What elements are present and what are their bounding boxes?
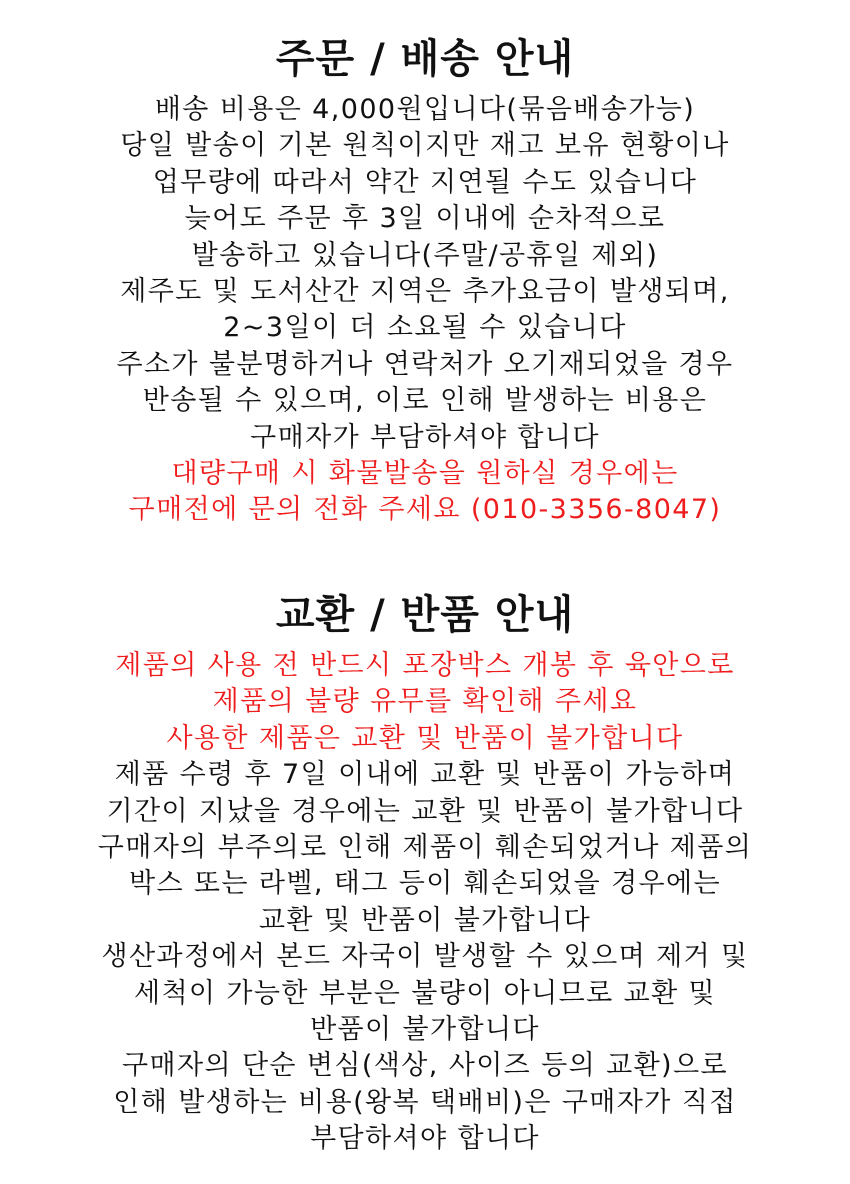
exchange-line: 구매자의 단순 변심(색상, 사이즈 등의 교환)으로 xyxy=(122,1050,728,1082)
order-shipping-lines xyxy=(0,92,850,529)
exchange-return-lines xyxy=(0,648,850,1158)
order-line: 반송될 수 있으며, 이로 인해 발생하는 비용은 xyxy=(142,385,708,417)
exchange-return-section xyxy=(0,590,850,1158)
exchange-line: 생산과정에서 본드 자국이 발생할 수 있으며 제거 및 xyxy=(101,941,749,973)
order-line: 업무량에 따라서 약간 지연될 수도 있습니다 xyxy=(152,166,698,198)
order-line: 당일 발송이 기본 원칙이지만 재고 보유 현황이나 xyxy=(120,130,730,162)
order-highlight-line: 대량구매 시 화물발송을 원하실 경우에는 xyxy=(171,458,679,490)
exchange-line: 반품이 불가합니다 xyxy=(310,1014,540,1046)
order-line: 주소가 불분명하거나 연락처가 오기재되었을 경우 xyxy=(116,348,734,380)
order-line: 배송 비용은 4,000원입니다(묶음배송가능) xyxy=(154,94,696,125)
order-contact-line: 구매전에 문의 전화 주세요 (010-3356-8047) xyxy=(128,494,722,526)
exchange-line: 구매자의 부주의로 인해 제품이 훼손되었거나 제품의 xyxy=(97,832,753,864)
exchange-line: 교환 및 반품이 불가합니다 xyxy=(258,904,592,936)
exchange-line: 인해 발생하는 비용(왕복 택배비)은 구매자가 직접 xyxy=(113,1086,737,1118)
exchange-line: 제품 수령 후 7일 이내에 교환 및 반품이 가능하며 xyxy=(114,759,736,791)
order-line: 구매자가 부담하셔야 합니다 xyxy=(250,421,600,453)
exchange-line: 기간이 지났을 경우에는 교환 및 반품이 불가합니다 xyxy=(106,795,744,827)
exchange-warning-line: 제품의 사용 전 반드시 포장박스 개봉 후 육안으로 xyxy=(115,650,735,681)
order-line: 2~3일이 더 소요될 수 있습니다 xyxy=(223,312,627,344)
order-line: 늦어도 주문 후 3일 이내에 순차적으로 xyxy=(184,203,666,235)
order-line: 제주도 및 도서산간 지역은 추가요금이 발생되며, xyxy=(120,276,730,308)
exchange-line: 세척이 가능한 부분은 불량이 아니므로 교환 및 xyxy=(133,977,717,1009)
exchange-line: 박스 또는 라벨, 태그 등이 훼손되었을 경우에는 xyxy=(128,868,722,900)
order-line: 발송하고 있습니다(주말/공휴일 제외) xyxy=(191,239,659,271)
exchange-line: 부담하셔야 합니다 xyxy=(310,1123,540,1155)
order-shipping-section xyxy=(0,34,850,529)
exchange-return-title: 교환 / 반품 안내 xyxy=(275,592,575,638)
exchange-warning-line: 제품의 불량 유무를 확인해 주세요 xyxy=(212,686,638,718)
order-shipping-title: 주문 / 배송 안내 xyxy=(275,36,575,82)
exchange-warning-line: 사용한 제품은 교환 및 반품이 불가합니다 xyxy=(166,722,684,754)
